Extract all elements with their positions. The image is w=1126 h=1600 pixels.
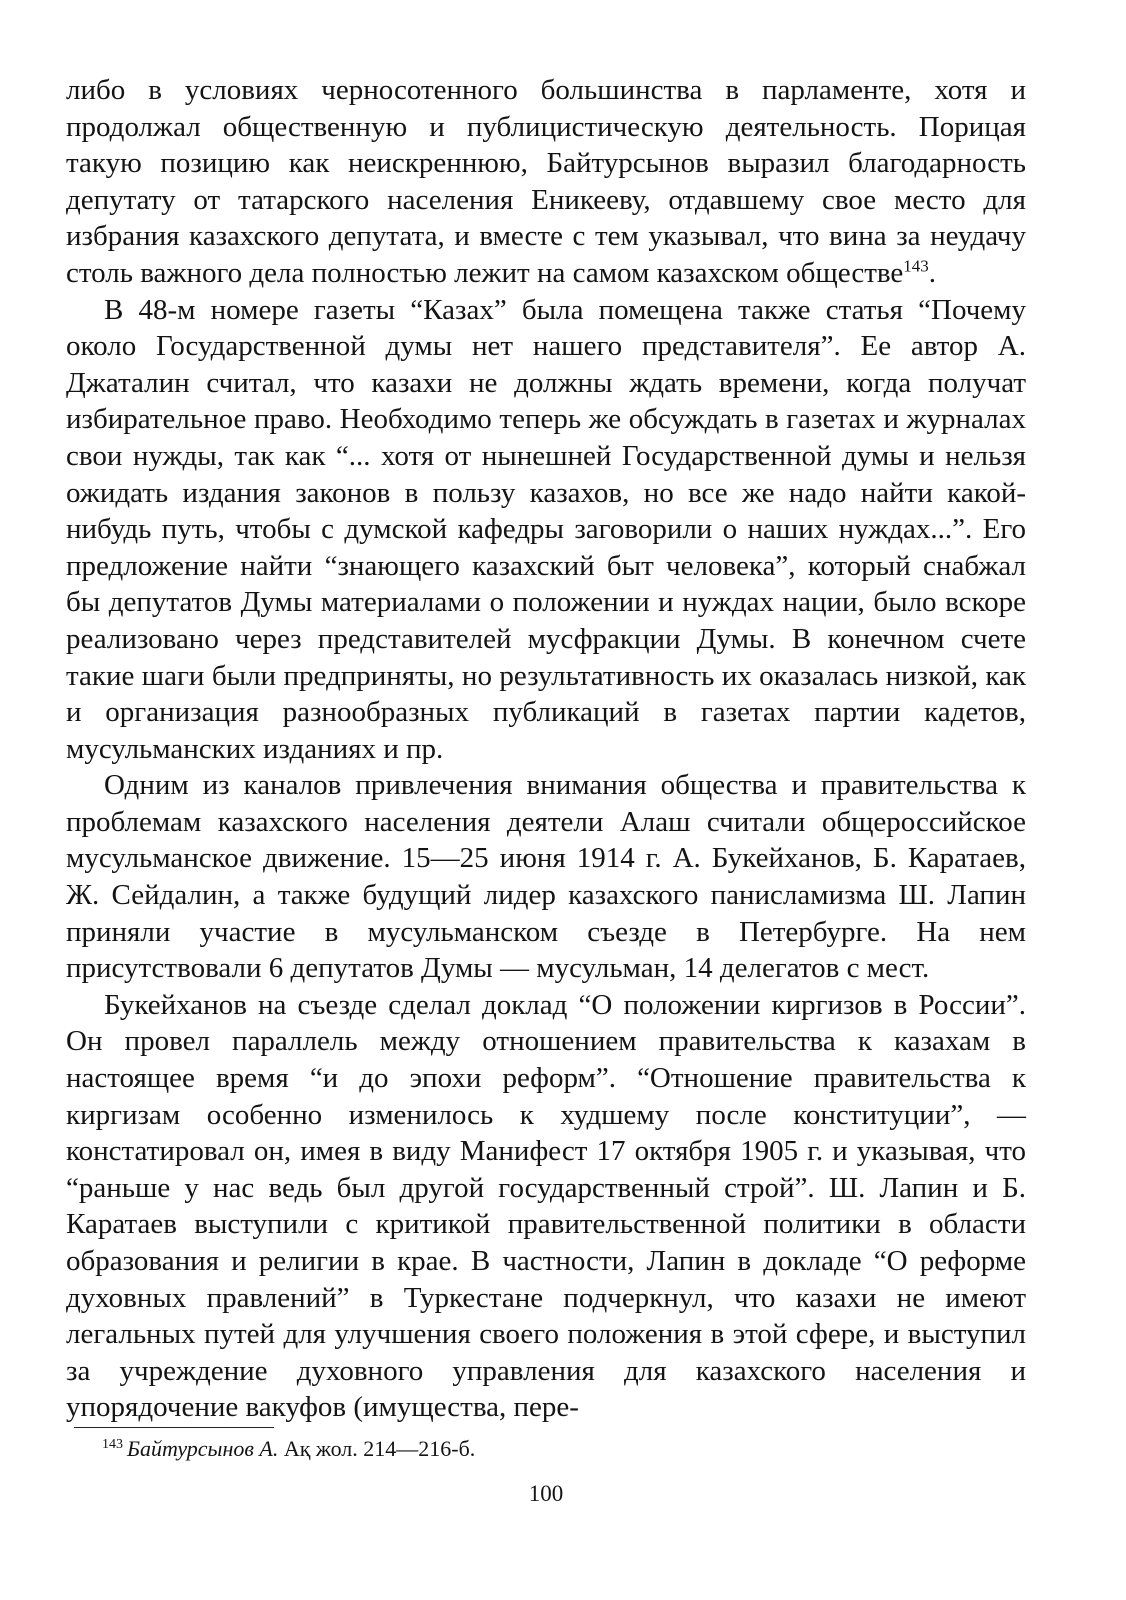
paragraph: Одним из каналов привлечения внимания общества и правительства к проблемам казахского населения деятели Алаш считали общероссийское мусульманское движение. 15—25 июня 1914 г. А. Букейханов, Б. Каратаев, Ж. Сейдалин, а также будущий лидер казахского панисламизма Ш. Лапин приняли участие в мусульманском съезде в Петербурге. На нем присутствовали 6 депутатов Думы — мусульман, 14 делегатов с мест. xyxy=(66,769,1026,985)
paragraph-end: . xyxy=(928,256,937,289)
body-text xyxy=(66,72,1026,1426)
footnote-divider xyxy=(74,1427,274,1428)
footnote-reference[interactable]: 143 xyxy=(903,256,929,276)
footnote xyxy=(102,1435,475,1463)
footnote-source: Ақ жол. 214—216-б. xyxy=(283,1436,476,1461)
paragraph-text: либо в условиях черносотенного большинства в парламенте, хотя и продолжал общественную и публицистическую деятельность. Порицая такую позицию как неискреннюю, Байтурсынов выразил благодарность депутату от татарского населения Еникееву, отдавшему свое место для избрания казахского депутата, и вместе с тем указывал, что вина за неудачу столь важного дела полностью лежит на самом казахском обществе xyxy=(66,74,1026,289)
document-page xyxy=(66,72,1026,1572)
footnote-number: 143 xyxy=(102,1436,123,1452)
paragraph-continued xyxy=(66,72,1026,292)
paragraph: В 48-м номере газеты “Казах” была помещена также статья “Почему около Государственной думы нет нашего представителя”. Ее автор А. Джаталин считал, что казахи не должны ждать времени, когда получат избирательное право. Необходимо теперь же обсуждать в газетах и журналах свои нужды, так как “... хотя от нынешней Государственной думы и нельзя ожидать издания законов в пользу казахов, но все же надо найти какой-нибудь путь, чтобы с думской кафедры заговорили о наших нуждах...”. Его предложение найти “знающего казахский быт человека”, который снабжал бы депутатов Думы материалами о положении и нуждах нации, было вскоре реализовано через представителей мусфракции Думы. В конечном счете такие шаги были предприняты, но результативность их оказалась низкой, как и организация разнообразных публикаций в газетах партии кадетов, мусульманских изданиях и пр. xyxy=(66,293,1026,765)
footnote-author: Байтурсынов А. xyxy=(127,1436,279,1461)
page-number: 100 xyxy=(528,1481,564,1506)
paragraph: Букейханов на съезде сделал доклад “О положении киргизов в России”. Он провел параллель между отношением правительства к казахам в настоящее время “и до эпохи реформ”. “Отношение правительства к киргизам особенно изменилось к худшему после конституции”, — констатировал он, имея в виду Манифест 17 октября 1905 г. и указывая, что “раньше у нас ведь был другой государственный строй”. Ш. Лапин и Б. Каратаев выступили с критикой правительственной политики в области образования и религии в крае. В частности, Лапин в докладе “О реформе духовных правлений” в Туркестане подчеркнул, что казахи не имеют легальных путей для улучшения своего положения в этой сфере, и выступил за учреждение духовного управления для казахского населения и упорядочение вакуфов (имущества, пере- xyxy=(66,988,1026,1424)
